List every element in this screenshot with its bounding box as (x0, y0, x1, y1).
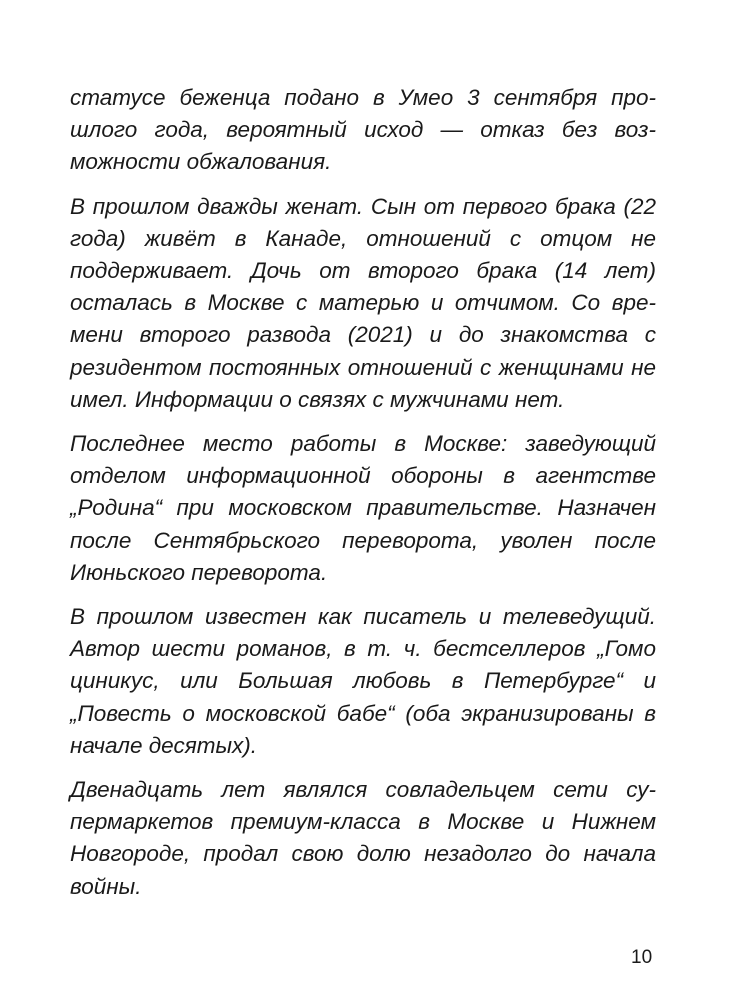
paragraph-refugee-status: статусе беженца подано в Умео 3 сентября прошлого года, вероятный исход — отказ без возможности обжалования. (70, 85, 656, 175)
paragraph-last-job: Последнее место работы в Москве: заведующий отделом информационной обороны в агентстве „Родина“ при московском правительстве. Назначен после Сентябрьского переворота, уволен после Июньского переворота. (70, 431, 656, 585)
paragraph-writer-career: В прошлом известен как писатель и телеведущий. Автор шести романов, в т. ч. бестселлеров „Гомо циникус, или Большая любовь в Петербурге“ и „Повесть о московской бабе“ (оба экранизированы в начале десятых). (70, 604, 656, 758)
paragraph-family: В прошлом дважды женат. Сын от первого брака (22 года) живёт в Канаде, отношений с отцом не поддерживает. Дочь от второго брака (14 лет) осталась в Москве с матерью и отчимом. Со времени второго развода (2021) и до знакомства с резидентом постоянных отношений с женщинами не имел. Информации о связях с мужчинами нет. (70, 193, 656, 412)
paragraph-business: Двенадцать лет являлся совладельцем сети супермаркетов премиум-класса в Москве и Нижнем Новгороде, продал свою долю незадолго до начала войны. (70, 777, 656, 899)
page-number: 10 (631, 947, 653, 968)
page-body-text (70, 82, 656, 915)
